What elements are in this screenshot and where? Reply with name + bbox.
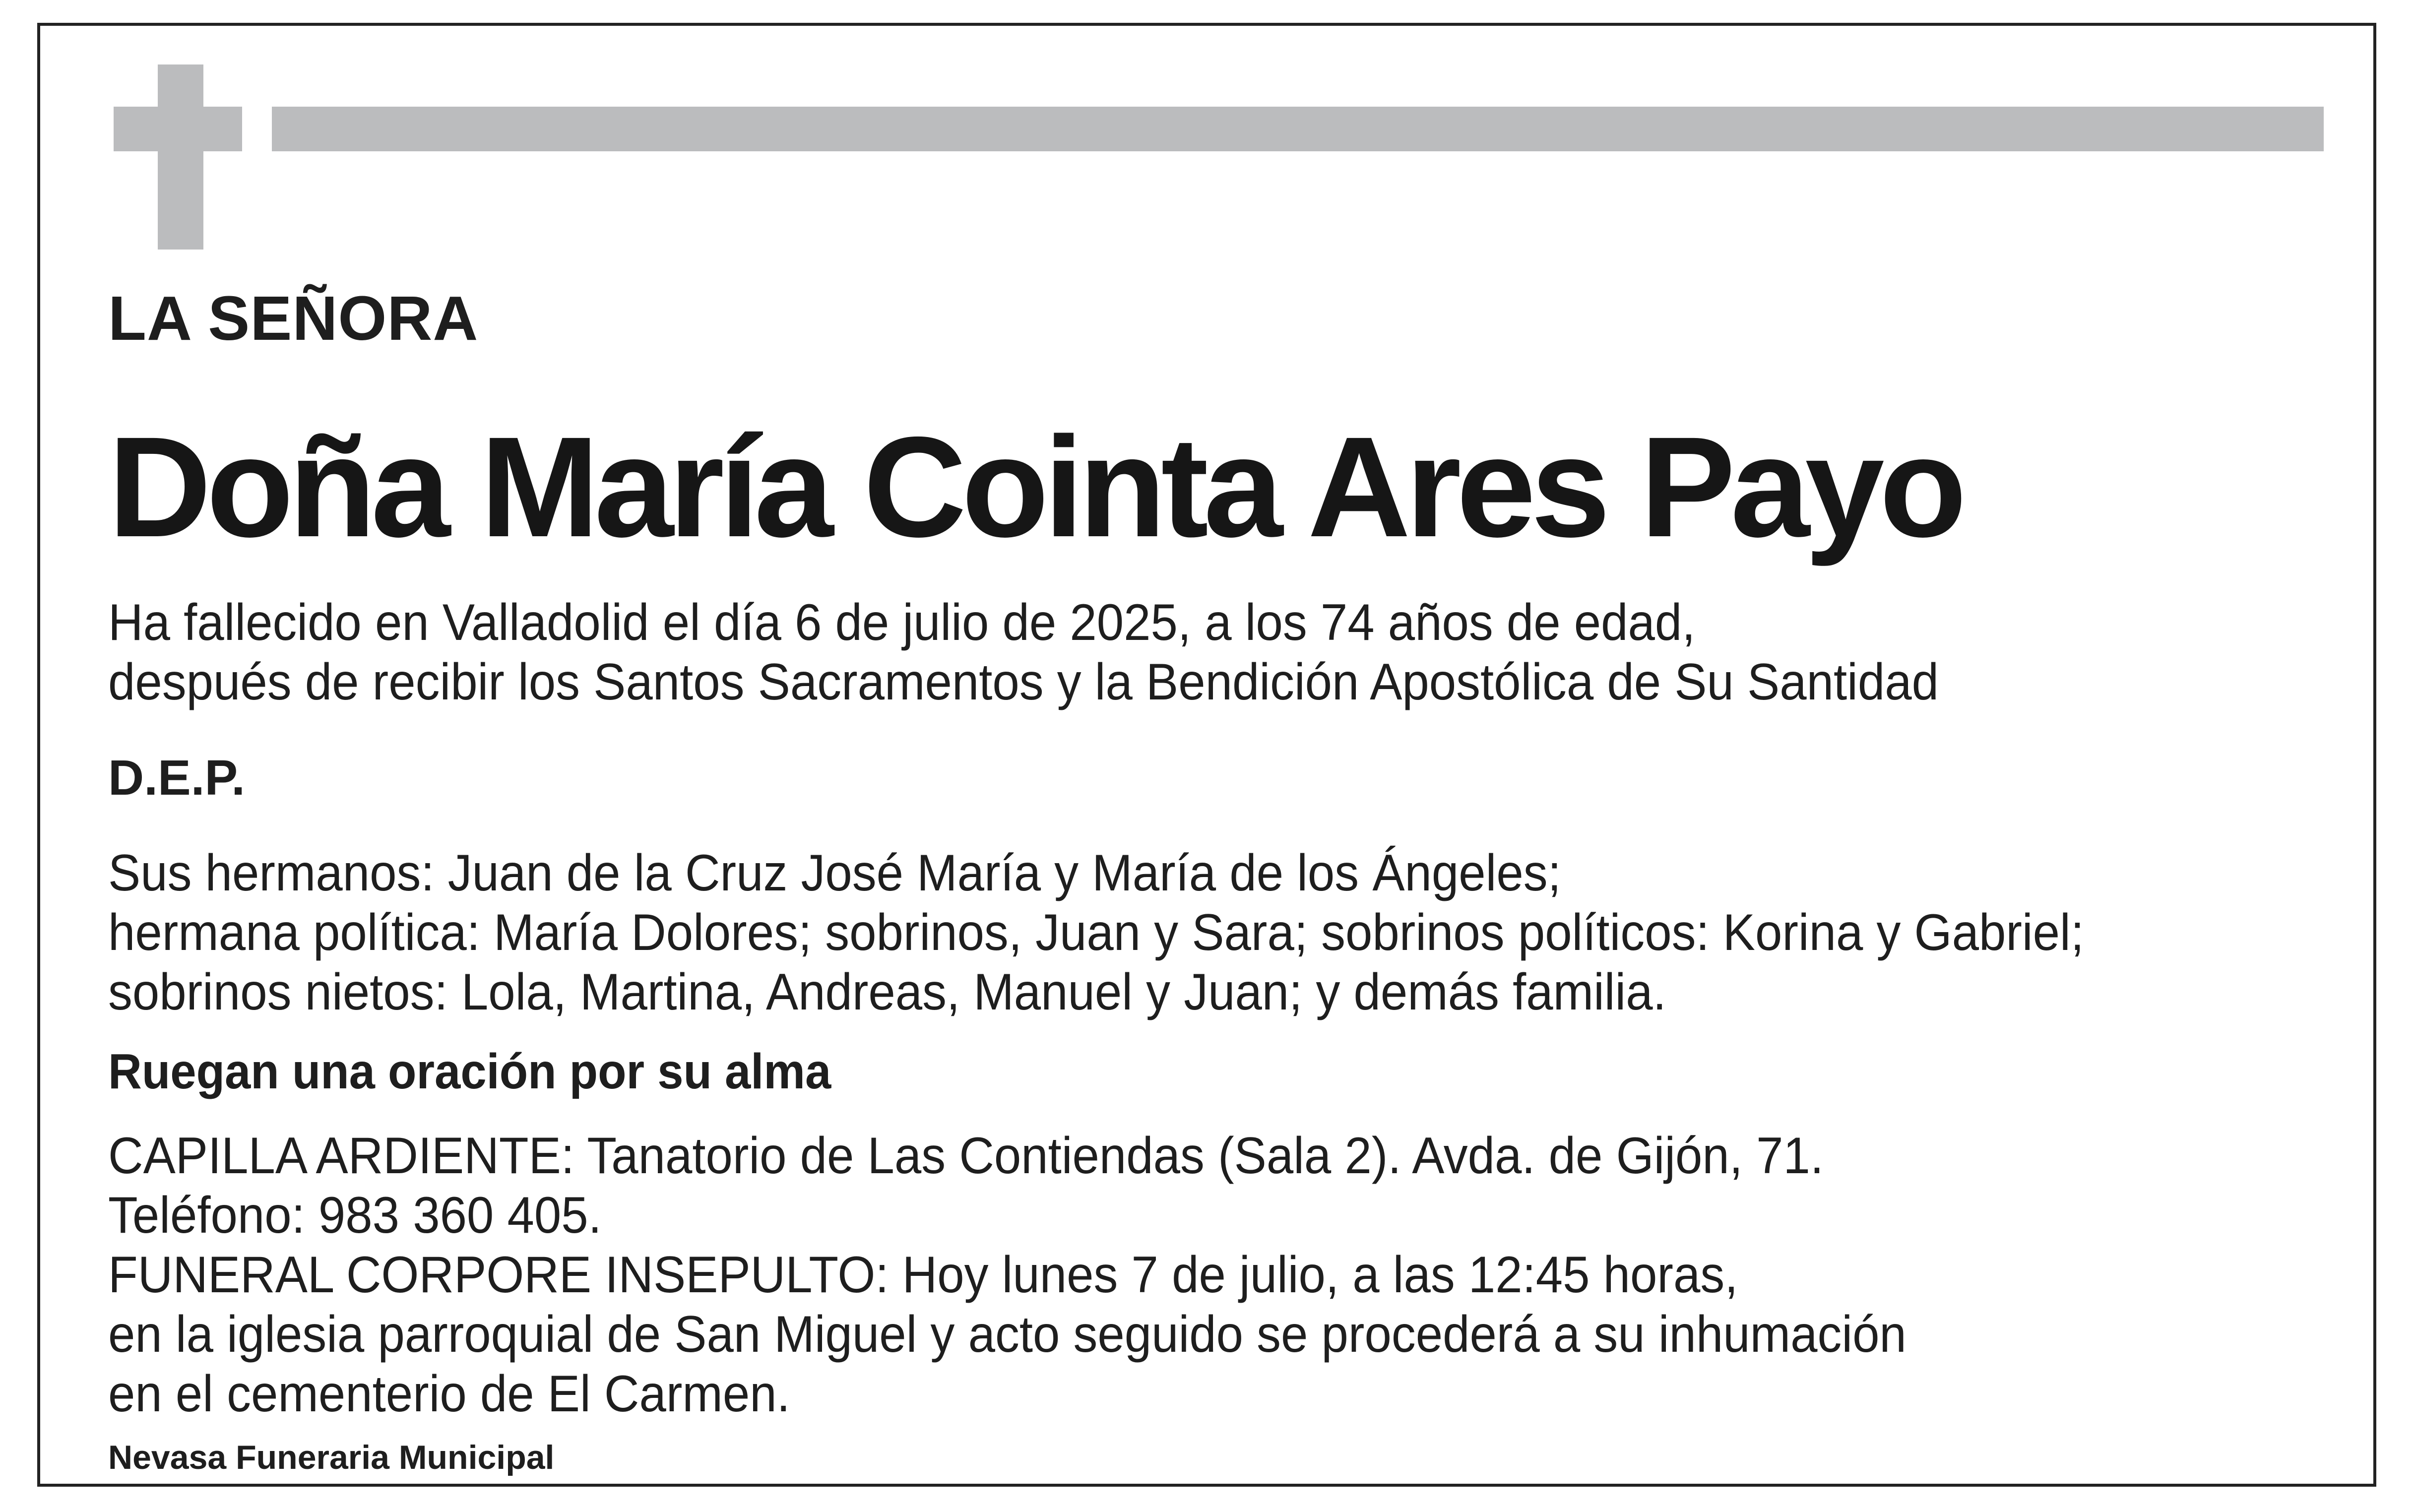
family-line: sobrinos nietos: Lola, Martina, Andreas, Manuel y Juan; y demás familia.: [108, 963, 1666, 1021]
header-rule: [272, 107, 2324, 151]
family-line: Sus hermanos: Juan de la Cruz José María y María de los Ángeles;: [108, 844, 1561, 902]
family-list: [108, 843, 2084, 1022]
service-line: CAPILLA ARDIENTE: Tanatorio de Las Contiendas (Sala 2). Avda. de Gijón, 71.: [108, 1127, 1824, 1185]
honorific: LA SEÑORA: [108, 283, 479, 353]
service-line: FUNERAL CORPORE INSEPULTO: Hoy lunes 7 de julio, a las 12:45 horas,: [108, 1246, 1738, 1304]
death-line: Ha fallecido en Valladolid el día 6 de julio de 2025, a los 74 años de edad,: [108, 594, 1696, 651]
prayer-request: Ruegan una oración por su alma: [108, 1044, 831, 1099]
death-line: después de recibir los Santos Sacramentos y la Bendición Apostólica de Su Santidad: [108, 653, 1939, 711]
death-announcement: [108, 593, 1939, 712]
cross-vertical-bar: [158, 64, 203, 250]
dep-label: D.E.P.: [108, 750, 246, 806]
deceased-name: Doña María Cointa Ares Payo: [108, 407, 1962, 567]
service-line: en la iglesia parroquial de San Miguel y acto seguido se procederá a su inhumación: [108, 1306, 1907, 1363]
cross-horizontal-bar: [114, 107, 242, 151]
service-details: [108, 1126, 1907, 1424]
service-line: Teléfono: 983 360 405.: [108, 1187, 602, 1244]
funeral-home: Nevasa Funeraria Municipal: [108, 1439, 555, 1476]
service-line: en el cementerio de El Carmen.: [108, 1365, 790, 1423]
family-line: hermana política: María Dolores; sobrinos, Juan y Sara; sobrinos políticos: Korina y Gabriel;: [108, 904, 2084, 961]
